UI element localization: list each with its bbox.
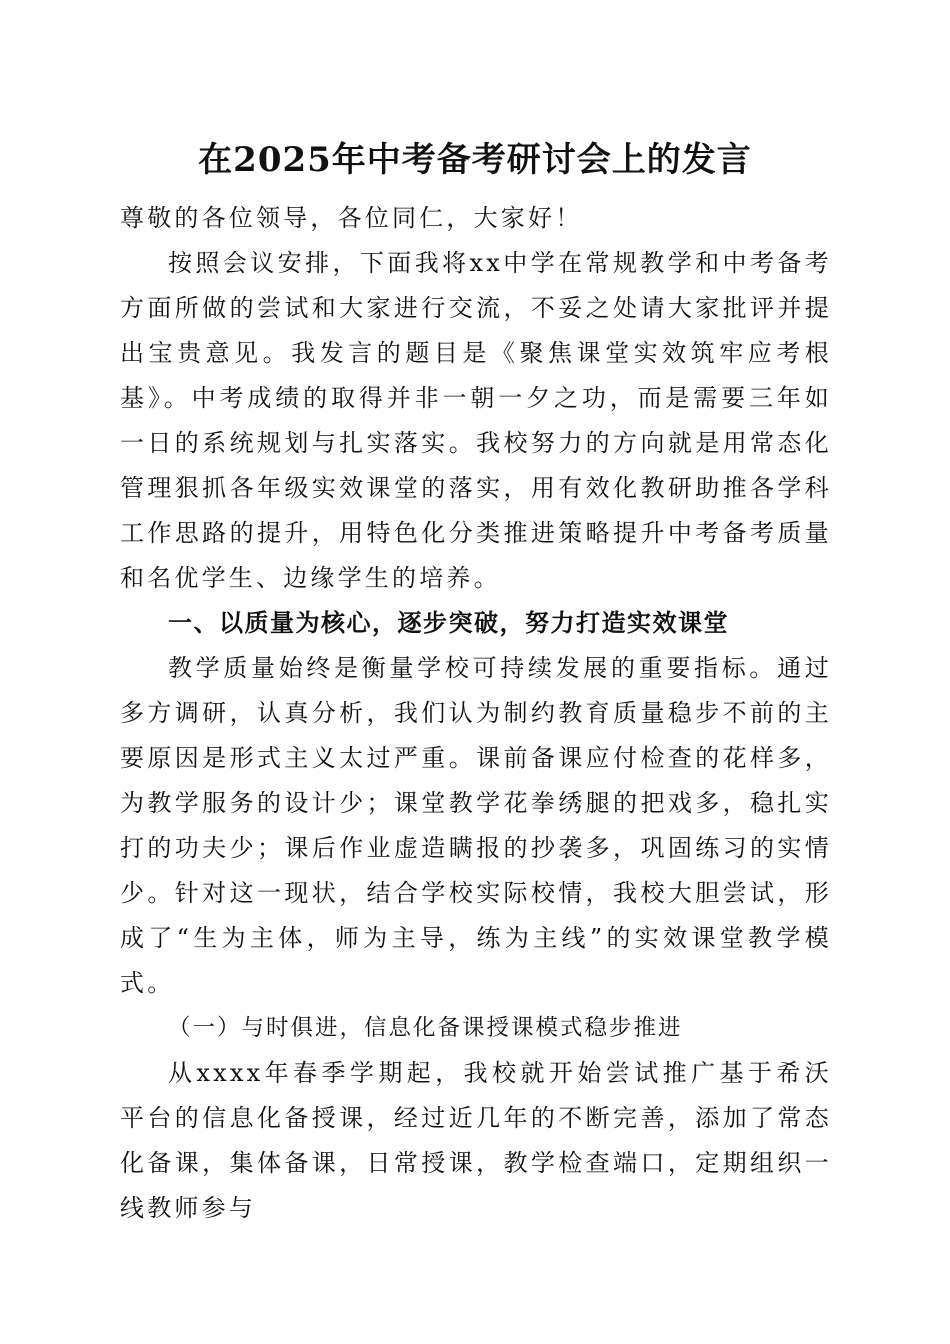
section-1-paragraph: 教学质量始终是衡量学校可持续发展的重要指标。通过多方调研，认真分析，我们认为制约教育质量稳步不前的主要原因是形式主义太过严重。课前备课应付检查的花样多，为教学服务的设计少；课堂教学花拳绣腿的把戏多，稳扎实打的功夫少；课后作业虚造瞒报的抄袭多，巩固练习的实情少。针对这一现状，结合学校实际校情，我校大胆尝试，形成了“生为主体，师为主导，练为主线”的实效课堂教学模式。: [120, 654, 832, 997]
document-body: [120, 196, 832, 1231]
subsection-heading-1: （一）与时俱进，信息化备课授课模式稳步推进: [168, 1015, 683, 1041]
section-heading-1: 一、以质量为核心，逐步突破，努力打造实效课堂: [168, 609, 729, 637]
intro-paragraph: 按照会议安排，下面我将xx中学在常规教学和中考备考方面所做的尝试和大家进行交流，不妥之处请大家批评并提出宝贵意见。我发言的题目是《聚焦课堂实效筑牢应考根基》。中考成绩的取得并非一朝一夕之功，而是需要三年如一日的系统规划与扎实落实。我校努力的方向就是用常态化管理狠抓各年级实效课堂的落实，用有效化教研助推各学科工作思路的提升，用特色化分类推进策略提升中考备考质量和名优学生、边缘学生的培养。: [120, 249, 832, 592]
subsection-1-paragraph: 从xxxx年春季学期起，我校就开始尝试推广基于希沃平台的信息化备授课，经过近几年的不断完善，添加了常态化备课，集体备课，日常授课，教学检查端口，定期组织一线教师参与: [120, 1059, 832, 1222]
salutation: 尊敬的各位领导，各位同仁，大家好！: [120, 204, 583, 232]
document-title: 在2025年中考备考研讨会上的发言: [198, 140, 752, 180]
